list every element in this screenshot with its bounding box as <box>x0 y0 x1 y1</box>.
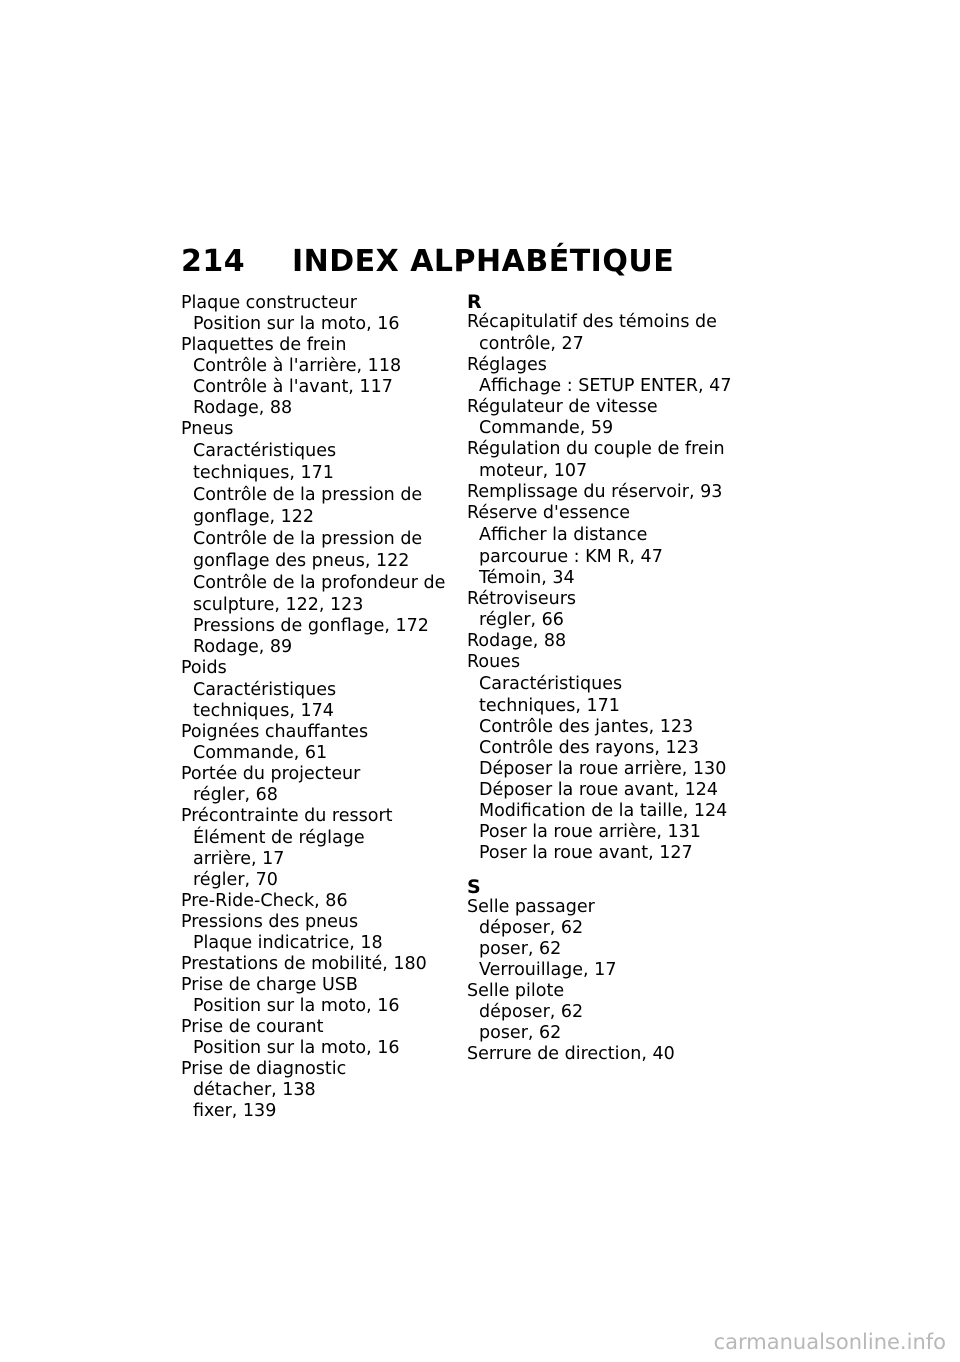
index-subentry: Affichage : SETUP ENTER, 47 <box>479 376 732 396</box>
index-entry <box>467 482 757 503</box>
index-subentry: Contrôle à l'arrière, 118 <box>193 356 402 376</box>
index-entry <box>181 975 471 1017</box>
index-subentry: poser, 62 <box>479 1023 562 1043</box>
index-term: Poignées chauffantes <box>181 722 369 742</box>
index-term: Serrure de direction, 40 <box>467 1044 675 1064</box>
index-subentry: Poser la roue avant, 127 <box>479 843 693 863</box>
index-subentry: Contrôle des jantes, 123 <box>479 717 694 737</box>
index-subentry: fixer, 139 <box>193 1101 277 1121</box>
index-subentry: Contrôle de la pression de <box>193 529 423 549</box>
index-subentry: arrière, 17 <box>193 849 285 869</box>
index-subentry: techniques, 171 <box>479 696 620 716</box>
index-term: Plaque constructeur <box>181 293 357 313</box>
index-subentry: régler, 68 <box>193 785 278 805</box>
page-number: 214 <box>181 244 246 279</box>
index-entry <box>181 1059 471 1122</box>
index-term: Prise de courant <box>181 1017 324 1037</box>
index-subentry: Déposer la roue arrière, 130 <box>479 759 727 779</box>
index-subentry: moteur, 107 <box>479 461 588 481</box>
index-subentry: Afficher la distance <box>479 525 648 545</box>
index-subentry: Caractéristiques <box>479 674 623 694</box>
section-letter-r: R <box>467 291 482 313</box>
index-subentry: techniques, 174 <box>193 701 334 721</box>
index-subentry: Rodage, 88 <box>193 398 293 418</box>
watermark: carmanualsonline.info <box>713 1330 946 1354</box>
index-term: Prestations de mobilité, 180 <box>181 954 427 974</box>
index-subentry: parcourue : KM R, 47 <box>479 547 663 567</box>
index-term: Selle passager <box>467 897 595 917</box>
index-subentry: Verrouillage, 17 <box>479 960 617 980</box>
index-subentry: déposer, 62 <box>479 1002 584 1022</box>
index-entry <box>467 439 757 482</box>
index-subentry: Caractéristiques <box>193 441 337 461</box>
index-entry <box>181 722 471 764</box>
index-subentry: Modification de la taille, 124 <box>479 801 728 821</box>
index-subentry: Contrôle de la pression de <box>193 485 423 505</box>
index-term: Précontrainte du ressort <box>181 806 393 826</box>
index-subentry: Position sur la moto, 16 <box>193 996 400 1016</box>
index-subentry: Position sur la moto, 16 <box>193 314 400 334</box>
index-entry <box>181 293 471 335</box>
index-entry <box>467 631 757 652</box>
index-term: Poids <box>181 658 227 678</box>
index-subentry: gonflage des pneus, 122 <box>193 551 410 571</box>
index-subentry: Poser la roue arrière, 131 <box>479 822 701 842</box>
index-term: Selle pilote <box>467 981 565 1001</box>
index-subentry: régler, 70 <box>193 870 278 890</box>
index-entry <box>181 1017 471 1059</box>
index-term: Remplissage du réservoir, 93 <box>467 482 723 502</box>
index-subentry: Commande, 59 <box>479 418 614 438</box>
index-term: Récapitulatif des témoins de <box>467 312 717 332</box>
index-subentry: Rodage, 89 <box>193 637 293 657</box>
index-subentry: techniques, 171 <box>193 463 334 483</box>
index-entry <box>181 658 471 722</box>
index-term: Roues <box>467 652 521 672</box>
index-subentry: poser, 62 <box>479 939 562 959</box>
index-subentry: Plaque indicatrice, 18 <box>193 933 383 953</box>
index-column-right <box>467 293 757 1065</box>
index-term: Pre-Ride-Check, 86 <box>181 891 348 911</box>
index-subentry: Pressions de gonflage, 172 <box>193 616 429 636</box>
index-term: Régulation du couple de frein <box>467 439 725 459</box>
index-term: Pressions des pneus <box>181 912 359 932</box>
index-entry <box>181 335 471 419</box>
index-entry <box>467 397 757 439</box>
section-letter-s: S <box>467 876 481 898</box>
index-term: Rétroviseurs <box>467 589 577 609</box>
index-term: Plaquettes de frein <box>181 335 347 355</box>
index-entry <box>181 891 471 912</box>
index-subentry: détacher, 138 <box>193 1080 316 1100</box>
index-term: Réglages <box>467 355 547 375</box>
index-subentry: Contrôle des rayons, 123 <box>479 738 699 758</box>
index-subentry: Position sur la moto, 16 <box>193 1038 400 1058</box>
index-entry <box>467 981 757 1044</box>
index-subentry: Élément de réglage <box>193 828 365 848</box>
index-entry <box>467 1044 757 1065</box>
index-term: Régulateur de vitesse <box>467 397 658 417</box>
index-entry <box>181 954 471 975</box>
index-term: Rodage, 88 <box>467 631 567 651</box>
index-column-left <box>181 293 471 1122</box>
index-subentry: Caractéristiques <box>193 680 337 700</box>
index-term: Pneus <box>181 419 234 439</box>
index-subentry: contrôle, 27 <box>479 334 584 354</box>
index-subentry: régler, 66 <box>479 610 564 630</box>
index-subentry: Contrôle de la profondeur de <box>193 573 446 593</box>
index-entry <box>181 912 471 954</box>
index-entry <box>467 589 757 631</box>
index-term: Réserve d'essence <box>467 503 631 523</box>
page-title: INDEX ALPHABÉTIQUE <box>291 244 675 279</box>
index-entry <box>467 652 757 864</box>
index-entry <box>467 503 757 589</box>
index-subentry: Témoin, 34 <box>479 568 575 588</box>
page-header <box>181 244 674 279</box>
index-subentry: sculpture, 122, 123 <box>193 595 364 615</box>
index-subentry: déposer, 62 <box>479 918 584 938</box>
index-subentry: Déposer la roue avant, 124 <box>479 780 719 800</box>
index-entry <box>467 312 757 355</box>
index-term: Prise de diagnostic <box>181 1059 347 1079</box>
index-entry <box>181 764 471 806</box>
index-entry <box>467 355 757 397</box>
index-subentry: gonflage, 122 <box>193 507 315 527</box>
index-entry <box>181 419 471 658</box>
index-subentry: Commande, 61 <box>193 743 328 763</box>
index-term: Portée du projecteur <box>181 764 361 784</box>
index-entry <box>181 806 471 891</box>
index-subentry: Contrôle à l'avant, 117 <box>193 377 393 397</box>
index-term: Prise de charge USB <box>181 975 358 995</box>
index-entry <box>467 897 757 981</box>
